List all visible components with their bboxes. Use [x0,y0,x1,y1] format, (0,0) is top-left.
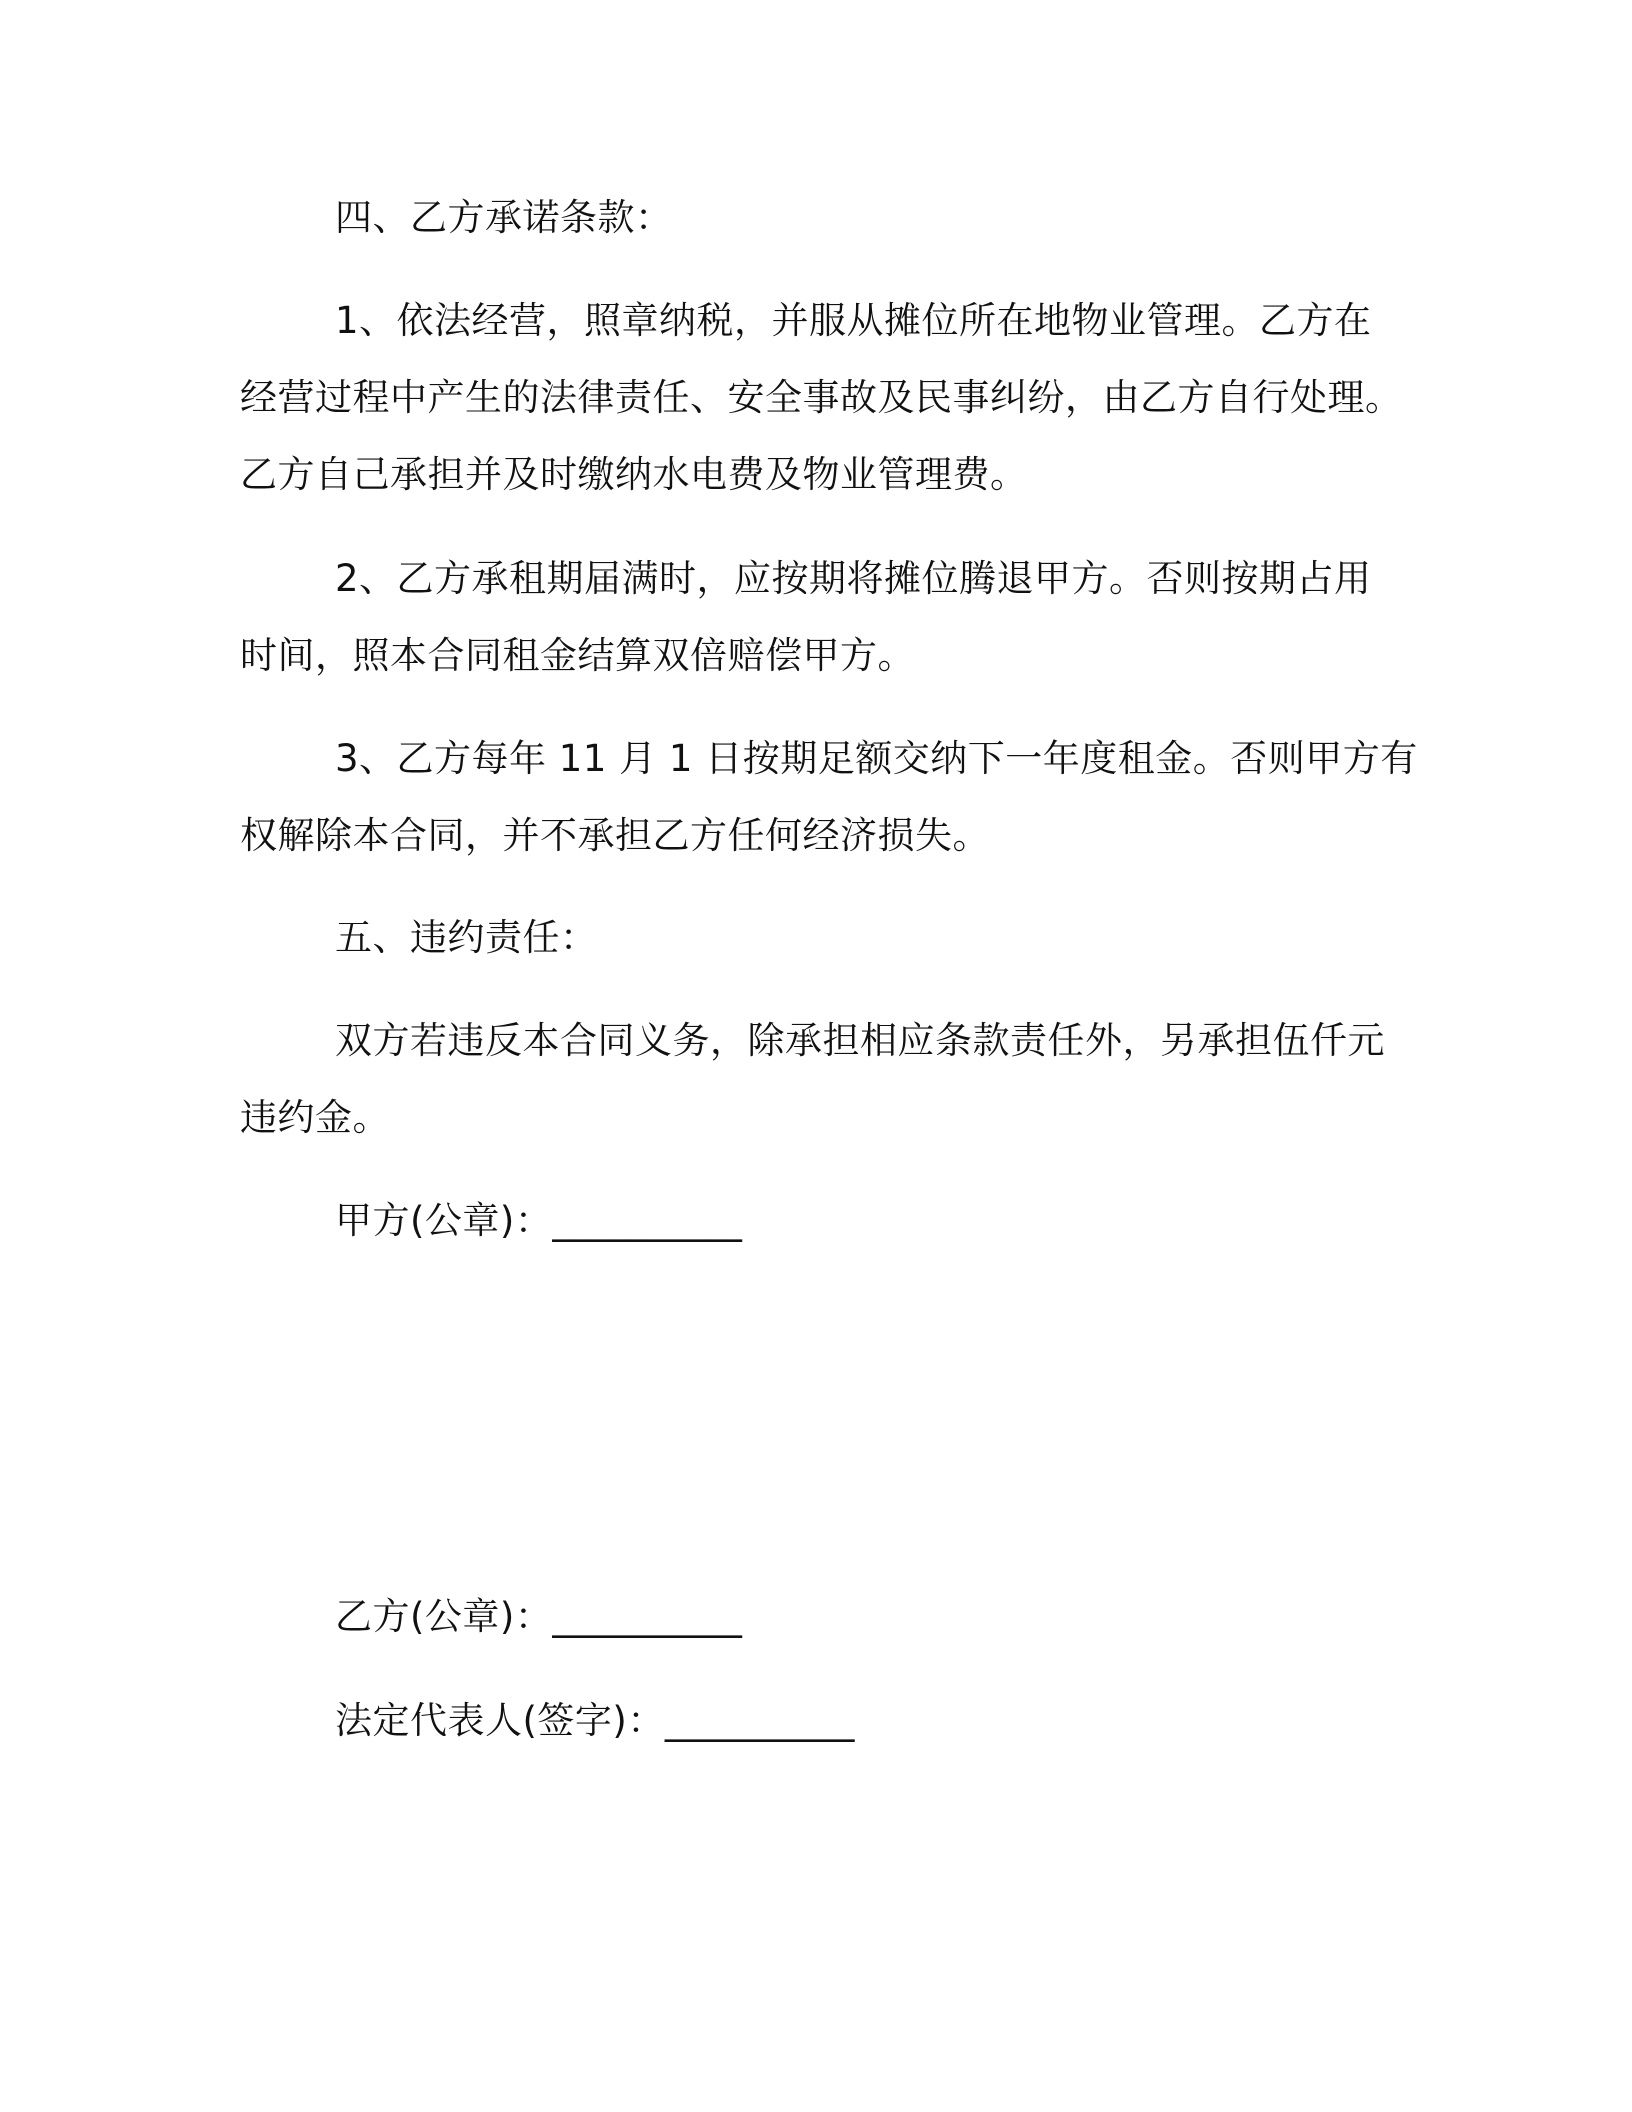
breach-line-2: 违约金。 [240,1096,390,1139]
clause-1-line-3: 乙方自己承担并及时缴纳水电费及物业管理费。 [240,453,1028,496]
clause-2-line-1: 2、乙方承租期届满时，应按期将摊位腾退甲方。否则按期占用 [335,557,1372,600]
clause-3-line-1: 3、乙方每年 11 月 1 日按期足额交纳下一年度租金。否则甲方有 [335,737,1418,780]
clause-1-line-2: 经营过程中产生的法律责任、安全事故及民事纠纷，由乙方自行处理。 [240,376,1403,419]
breach-line-1: 双方若违反本合同义务，除承担相应条款责任外，另承担伍仟元 [335,1019,1385,1062]
party-b-signature-line: 乙方(公章)：__________ [335,1595,743,1638]
clause-1-line-1: 1、依法经营，照章纳税，并服从摊位所在地物业管理。乙方在 [335,299,1372,342]
clause-3-line-2: 权解除本合同，并不承担乙方任何经济损失。 [240,814,990,857]
section-5-heading: 五、违约责任： [335,916,598,959]
clause-2-line-2: 时间，照本合同租金结算双倍赔偿甲方。 [240,634,915,677]
section-4-heading: 四、乙方承诺条款： [335,196,673,239]
legal-representative-signature-line: 法定代表人(签字)：__________ [335,1699,855,1742]
party-a-signature-line: 甲方(公章)：__________ [335,1199,743,1242]
